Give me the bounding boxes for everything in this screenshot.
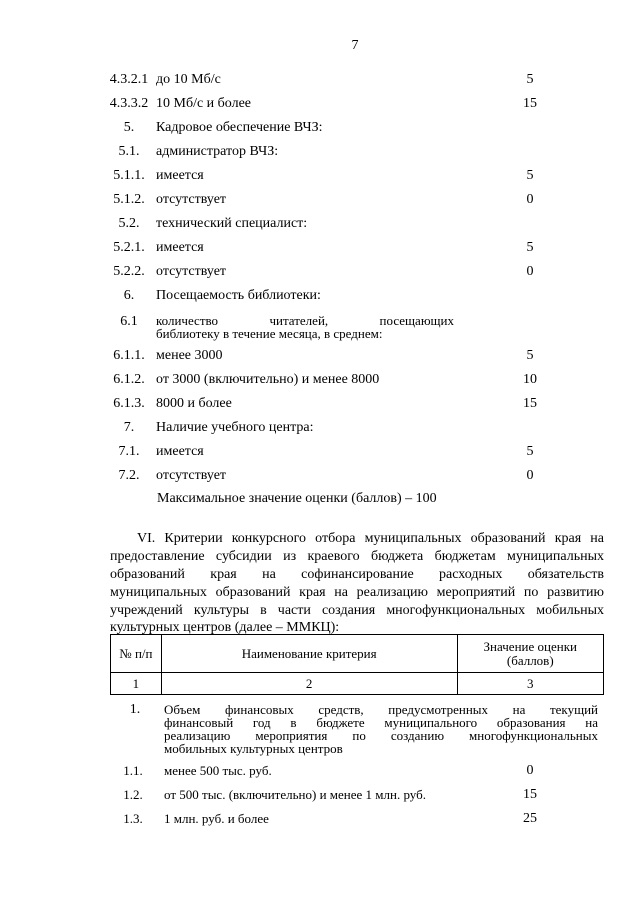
heading-line: культурных центров (далее – ММКЦ): xyxy=(110,620,340,635)
row-label: администратор ВЧЗ: xyxy=(156,144,279,159)
row-number: 7. xyxy=(123,420,135,435)
header-num: № п/п xyxy=(111,635,162,673)
row-number: 5.1.2. xyxy=(113,192,145,207)
row-score: 10 xyxy=(523,372,537,387)
row-score: 15 xyxy=(523,96,537,111)
row-label: 10 Мб/с и более xyxy=(156,96,252,111)
row-label: отсутствует xyxy=(156,264,227,279)
row-label: до 10 Мб/с xyxy=(156,72,221,87)
header-value xyxy=(457,635,603,673)
table-colnum-row xyxy=(111,673,604,695)
subitem-score: 25 xyxy=(523,811,537,826)
row-number: 5.1. xyxy=(118,144,140,159)
header-criterion: Наименование критерия xyxy=(161,635,457,673)
colnum-cell: 3 xyxy=(457,673,603,695)
subitem-number: 1.3. xyxy=(123,811,143,826)
row-label: менее 3000 xyxy=(156,348,223,363)
criterion-line: реализацию мероприятия по созданию многофункциональных xyxy=(164,728,598,743)
row-score: 5 xyxy=(526,348,534,363)
criterion-line: Объем финансовых средств, предусмотренных на текущий xyxy=(164,702,598,717)
criterion-num: 1. xyxy=(129,702,141,717)
subitem-score: 15 xyxy=(523,787,537,802)
row-number: 6.1 xyxy=(120,314,138,329)
row-label: 8000 и более xyxy=(156,396,232,411)
row-label: имеется xyxy=(156,240,204,255)
max-score-note: Максимальное значение оценки (баллов) – 100 xyxy=(157,491,437,506)
row-number: 6.1.3. xyxy=(113,396,145,411)
row-number: 4.3.2.1 xyxy=(109,72,149,87)
colnum-cell: 1 xyxy=(111,673,162,695)
row-label: Наличие учебного центра: xyxy=(156,420,314,435)
row-label: от 3000 (включительно) и менее 8000 xyxy=(156,372,380,387)
row-label: имеется xyxy=(156,444,204,459)
subitem-label: от 500 тыс. (включительно) и менее 1 млн. руб. xyxy=(164,787,426,802)
subitem-label: 1 млн. руб. и более xyxy=(164,811,269,826)
heading-line: учреждений культуры в части создания многофункциональных мобильных xyxy=(110,603,604,618)
row-score: 0 xyxy=(526,264,534,279)
heading-line: муниципальных образований края на реализацию мероприятий по развитию xyxy=(110,585,604,600)
page-number: 7 xyxy=(351,38,359,53)
row-score: 0 xyxy=(526,468,534,483)
row-score: 5 xyxy=(526,168,534,183)
row-label: Кадровое обеспечение ВЧЗ: xyxy=(156,120,323,135)
row-label: отсутствует xyxy=(156,192,227,207)
heading-line: образований края на софинансирование расходных обязательств xyxy=(110,567,604,582)
criterion-line: финансовый год в бюджете муниципального образования на xyxy=(164,715,598,730)
row-label: технический специалист: xyxy=(156,216,308,231)
subitem-label: менее 500 тыс. руб. xyxy=(164,763,272,778)
row-label: библиотеку в течение месяца, в среднем: xyxy=(156,326,383,341)
row-score: 15 xyxy=(523,396,537,411)
row-number: 6.1.2. xyxy=(113,372,145,387)
heading-line: VI. Критерии конкурсного отбора муниципальных образований края на xyxy=(137,531,604,546)
row-number: 5.2. xyxy=(118,216,140,231)
row-number: 5.2.2. xyxy=(113,264,145,279)
header-value-line: (баллов) xyxy=(506,652,554,668)
row-number: 7.2. xyxy=(118,468,140,483)
criterion-line: мобильных культурных центров xyxy=(164,741,343,756)
row-label: имеется xyxy=(156,168,204,183)
row-score: 5 xyxy=(526,72,534,87)
row-number: 5.2.1. xyxy=(113,240,145,255)
row-score: 0 xyxy=(526,192,534,207)
row-number: 6.1.1. xyxy=(113,348,145,363)
colnum-cell: 2 xyxy=(161,673,457,695)
subitem-number: 1.1. xyxy=(123,763,143,778)
row-label: Посещаемость библиотеки: xyxy=(156,288,321,303)
header-value-line: Значение оценки xyxy=(483,638,577,654)
row-number: 6. xyxy=(123,288,135,303)
row-number: 7.1. xyxy=(118,444,140,459)
subitem-score: 0 xyxy=(526,763,534,778)
row-number: 5. xyxy=(123,120,135,135)
subitem-number: 1.2. xyxy=(123,787,143,802)
row-score: 5 xyxy=(526,444,534,459)
heading-line: предоставление субсидии из краевого бюджета бюджетам муниципальных xyxy=(110,549,604,564)
row-number: 4.3.3.2 xyxy=(109,96,149,111)
row-number: 5.1.1. xyxy=(113,168,145,183)
row-score: 5 xyxy=(526,240,534,255)
row-label: количество читателей, посещающих xyxy=(156,313,454,328)
table-header-row xyxy=(111,635,604,673)
criteria-table xyxy=(110,634,604,695)
row-label: отсутствует xyxy=(156,468,227,483)
